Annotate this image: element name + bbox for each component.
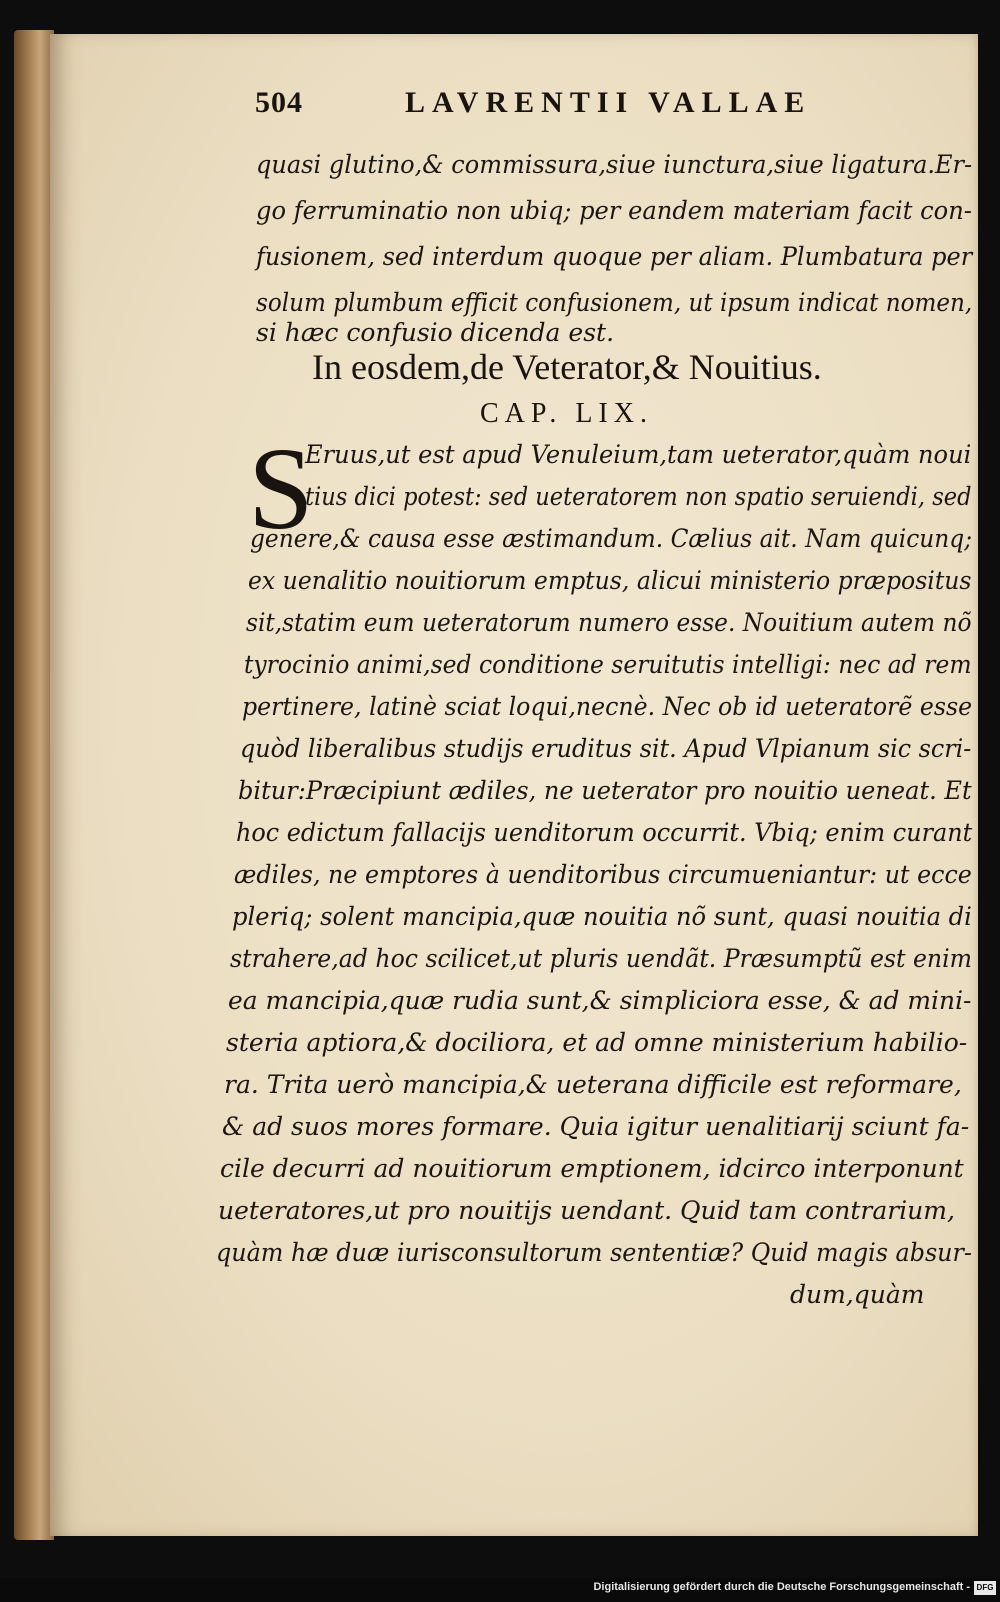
chapter-label: CAP. LIX. <box>480 398 654 429</box>
text-line: tius dici potest: sed ueteratorem non spatio seruiendi, sed <box>305 482 972 511</box>
text-line: cile decurri ad nouitiorum emptionem, idcirco interponunt <box>220 1154 964 1183</box>
digitization-footer <box>0 1578 1000 1602</box>
text-line: genere,& causa esse æstimandum. Cælius ait. Nam quicunq; <box>250 524 973 553</box>
book-spine-edge <box>14 30 54 1540</box>
dfg-logo-icon: DFG <box>974 1581 996 1595</box>
text-line: tyrocinio animi,sed conditione seruitutis intelligi: nec ad rem <box>244 650 972 679</box>
text-line: sit,statim eum ueteratorum numero esse. Nouitium autem nõ <box>246 608 972 637</box>
text-line: ra. Trita uerò mancipia,& ueterana difficile est reformare, <box>224 1070 962 1099</box>
text-line: si hæc confusio dicenda est. <box>256 318 615 347</box>
text-line: quàm hæ duæ iurisconsultorum sententiæ? Quid magis absur- <box>216 1238 972 1267</box>
text-line: solum plumbum efficit confusionem, ut ipsum indicat nomen, <box>256 288 973 317</box>
text-line: hoc edictum fallacijs uenditorum occurrit. Vbiq; enim curant <box>236 818 973 847</box>
text-line: pleriq; solent mancipia,quæ nouitia nõ sunt, quasi nouitia di <box>232 902 972 931</box>
chapter-heading: In eosdem,de Veterator,& Nouitius. <box>312 347 822 387</box>
text-line: quòd liberalibus studijs eruditus sit. Apud Vlpianum sic scri- <box>240 734 972 763</box>
text-line: pertinere, latinè sciat loqui,necnè. Nec ob id ueteratorẽ esse <box>242 692 973 721</box>
text-line: & ad suos mores formare. Quia igitur uenalitiarij sciunt fa- <box>222 1112 970 1141</box>
running-title: LAVRENTII VALLAE <box>405 86 812 119</box>
text-line: ædiles, ne emptores à uenditoribus circumueniantur: ut ecce <box>234 860 972 889</box>
text-line: ueteratores,ut pro nouitijs uendant. Quid tam contrarium, <box>218 1196 955 1225</box>
text-line: Eruus,ut est apud Venuleium,tam ueterator,quàm noui <box>305 440 972 469</box>
running-head <box>255 86 835 130</box>
text-line: go ferruminatio non ubiq; per eandem materiam facit con- <box>256 196 972 225</box>
text-line: dum,quàm <box>790 1280 925 1309</box>
text-line: strahere,ad hoc scilicet,ut pluris uendãt. Præsumptũ est enim <box>230 944 973 973</box>
text-line: bitur:Præcipiunt ædiles, ne ueterator pro nouitio ueneat. Et <box>238 776 972 805</box>
text-line: steria aptiora,& dociliora, et ad omne ministerium habilio- <box>226 1028 968 1057</box>
dfg-credit-text: Digitalisierung gefördert durch die Deutsche Forschungsgemeinschaft - <box>593 1581 970 1593</box>
text-line: ea mancipia,quæ rudia sunt,& simpliciora esse, & ad mini- <box>228 986 972 1015</box>
text-line: quasi glutino,& commissura,siue iunctura,siue ligatura.Er- <box>256 150 973 179</box>
text-line: ex uenalitio nouitiorum emptus, alicui ministerio præpositus <box>248 566 972 595</box>
text-line: fusionem, sed interdum quoque per aliam. Plumbatura per <box>256 242 973 271</box>
page-number: 504 <box>255 86 303 119</box>
drop-cap-initial: S <box>248 423 314 554</box>
